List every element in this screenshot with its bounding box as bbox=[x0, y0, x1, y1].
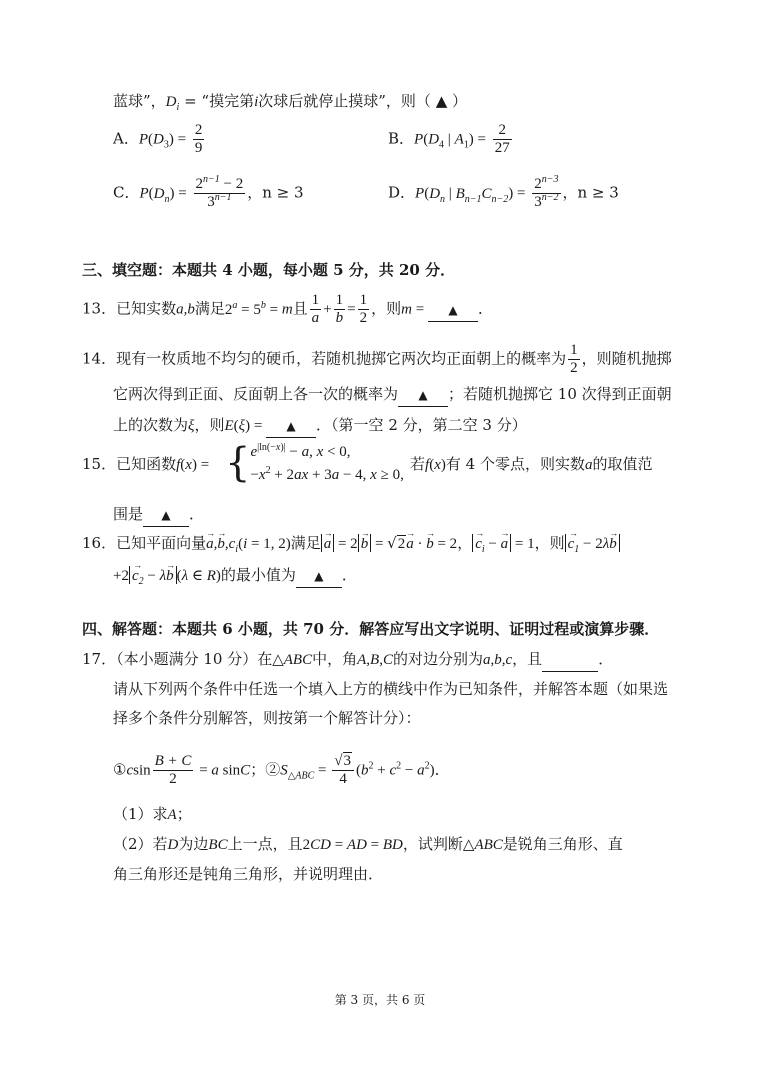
question-17-conditions: ①csin $\frac{B + C}{2}$ = a sinC；$②S_{\triangle ABC}$ = $\frac{√3}{4}$ $(b^2 + c^2 - a^2)$． bbox=[113, 753, 450, 787]
fraction: $\frac{1}{a}$ bbox=[311, 292, 320, 326]
question-17-line-2: 请从下列两个条件中任选一个填入上方的横线中作为已知条件，并解答本题（如果选 bbox=[113, 680, 669, 698]
question-16-line-1: 16．已知平面向量→ $a,\to b,c_i(i = 1$, 2)满足→ a = 2→ b = √2→ a · → b = 2，→ $c_i$ − → a = 1，则→ $c_1 - 2\lambda\to b$ bbox=[82, 532, 620, 555]
answer-blank[interactable]: ▲ bbox=[143, 504, 189, 527]
question-14-line-2: 它两次得到正面、反面朝上各一次的概率为 ▲ ；若随机抛掷它 10 次得到正面朝 bbox=[113, 383, 672, 407]
fraction: $\frac{2}{9}$ bbox=[194, 122, 203, 156]
answer-blank[interactable]: ▲ bbox=[266, 415, 316, 438]
section-4-heading: 四、解答题：本题共 6 小题，共 70 分．解答应写出文字说明、证明过程或演算步骤． bbox=[82, 620, 660, 638]
fraction: $\frac{1}{2}$ bbox=[570, 342, 578, 376]
question-17-line-1: 17．（本小题满分 10 分）在△ABC中，角A,B,C的对边分别为a,b,c，且 ． bbox=[82, 648, 613, 672]
question-15-label: 15．已知函数f(x) = bbox=[82, 455, 210, 473]
condition-blank[interactable] bbox=[542, 649, 598, 672]
fraction: $\frac{B + C}{2}$ bbox=[154, 753, 192, 787]
section-3-heading: 三、填空题：本题共 4 小题，每小题 5 分，共 20 分． bbox=[82, 261, 456, 279]
question-14-line-1: 14．现有一枚质地不均匀的硬币，若随机抛掷它两次均正面朝上的概率为 $\frac{1}{2}$ ，则随机抛掷 bbox=[82, 342, 672, 376]
page-footer: 第 3 页，共 6 页 bbox=[334, 993, 426, 1007]
fraction: $\frac{2^{n-1} - 2}{3^{n-1}}$ bbox=[195, 174, 244, 210]
q12-option-a: A．$P(D_3)$ = $\frac{2}{9}$ bbox=[113, 122, 203, 156]
math-D-i: $D_i$ bbox=[165, 94, 180, 113]
question-17-part-2: （2）若D为边BC上一点，且2CD = AD = BD，试判断△ABC是锐角三角形、直 bbox=[113, 835, 623, 853]
piecewise-function: { $e^{|ln(-x)|} - a$, x < 0, $-x^2 + 2ax + 3a - 4$, x ≥ 0, bbox=[225, 440, 404, 486]
fraction: $\frac{2}{27}$ bbox=[494, 122, 510, 156]
fraction: $\frac{2^{n-3}}{3^{n-2}}$ bbox=[534, 174, 559, 210]
q12-intro-line: 蓝球”，$D_i$ = “摸完第i次球后就停止摸球”，则（ ▲ ） bbox=[113, 92, 467, 113]
question-15-line-2: 围是 ▲ ． bbox=[113, 503, 204, 527]
question-17-line-3: 择多个条件分别解答，则按第一个解答计分）： bbox=[113, 709, 421, 727]
answer-blank[interactable]: ▲ bbox=[296, 565, 342, 588]
question-16-line-2: $+2\to c_2 - \lambda\to b$ (λ ∈ R)的最小值为 ▲ ． bbox=[113, 564, 357, 588]
fraction: $\frac{1}{2}$ bbox=[359, 292, 368, 326]
q12-option-b: B．$P(D_4$ | $A_1$) = $\frac{2}{27}$ bbox=[388, 122, 510, 156]
fraction: $\frac{√3}{4}$ bbox=[332, 753, 354, 788]
question-14-line-3: 上的次数为ξ，则E(ξ) = ▲ ．（第一空 2 分，第二空 3 分） bbox=[113, 414, 527, 438]
question-15-condition: 若f(x)有 4 个零点，则实数a的取值范 bbox=[410, 455, 653, 473]
answer-blank[interactable]: ▲ bbox=[428, 299, 478, 322]
q12-option-d: D．$P(D_n$ | $B_{n-1}C_{n-2}$) = $\frac{2^{n-3}}{3^{n-2}}$ ，n ≥ 3 bbox=[388, 174, 619, 210]
q12-option-c: C．$P(D_n)$ = $\frac{2^{n-1} - 2}{3^{n-1}}$ ，n ≥ 3 bbox=[113, 174, 304, 210]
answer-blank[interactable]: ▲ bbox=[398, 384, 448, 407]
question-17-part-2-cont: 角三角形还是钝角三角形，并说明理由． bbox=[113, 865, 384, 883]
question-13: 13．已知实数a,b满足$2^a = 5^b = m$且 $\frac{1}{a}$ + $\frac{1}{b}$ = $\frac{1}{2}$ ，则m = ▲ ． bbox=[82, 292, 493, 326]
fraction: $\frac{1}{b}$ bbox=[335, 292, 344, 326]
question-17-part-1: （1）求A； bbox=[113, 805, 192, 823]
